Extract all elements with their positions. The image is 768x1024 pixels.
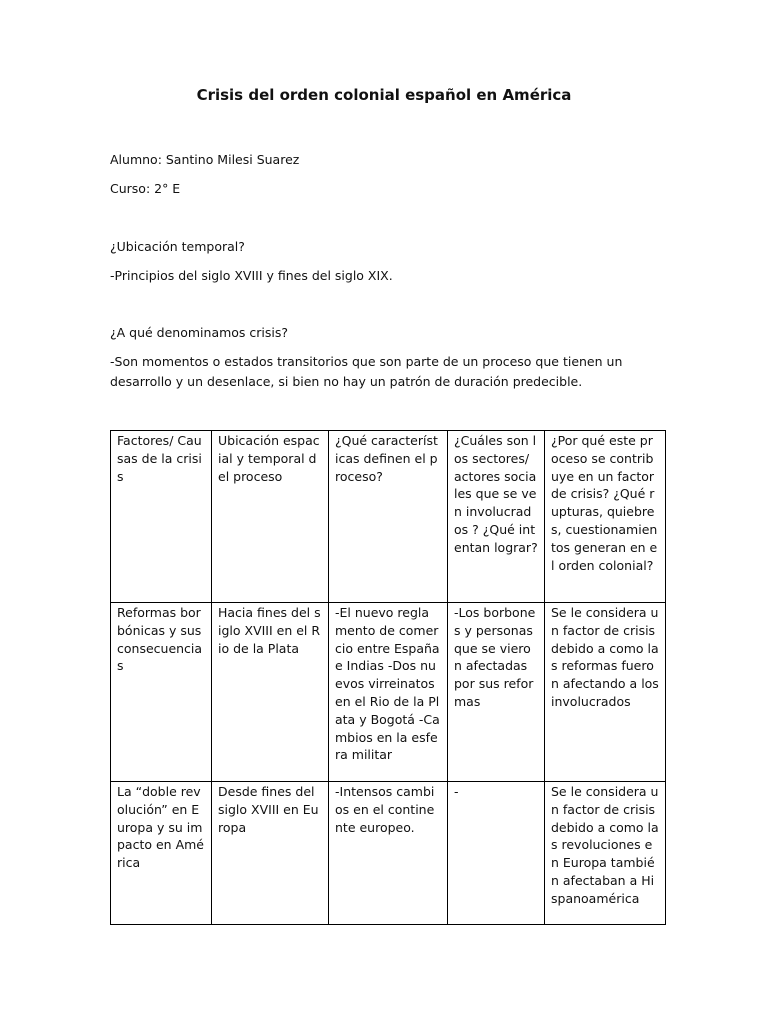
- table-cell: -Los borbones y personas que se vieron afectadas por sus reformas: [448, 603, 545, 782]
- table-cell: La “doble revolución” en Europa y su impacto en América: [111, 782, 212, 925]
- table-cell: Hacia fines del siglo XVIII en el Rio de la Plata: [212, 603, 329, 782]
- table-cell: -El nuevo reglamento de comercio entre España e Indias -Dos nuevos virreinatos en el Rio de la Plata y Bogotá -Cambios en la esfera militar: [329, 603, 448, 782]
- table-cell: Reformas borbónicas y sus consecuencias: [111, 603, 212, 782]
- document-title: Crisis del orden colonial español en América: [196, 86, 572, 104]
- answer-crisis-definition: -Son momentos o estados transitorios que son parte de un proceso que tienen un desarrollo y un desenlace, si bien no hay un patrón de duración predecible.: [110, 354, 623, 389]
- table-header-row: [111, 431, 666, 603]
- header-cell: ¿Cuáles son los sectores/ actores sociales que se ven involucrados ? ¿Qué intentan lograr?: [448, 431, 545, 603]
- table-cell: Se le considera un factor de crisis debido a como las revoluciones en Europa también afectaban a Hispanoamérica: [545, 782, 666, 925]
- table-row: [111, 782, 666, 925]
- course-label: Curso: 2° E: [110, 181, 181, 196]
- header-cell: Factores/ Causas de la crisis: [111, 431, 212, 603]
- question-temporal-location: ¿Ubicación temporal?: [110, 239, 245, 254]
- header-cell: ¿Por qué este proceso se contribuye en un factor de crisis? ¿Qué rupturas, quiebres, cuestionamientos generan en el orden colonial?: [545, 431, 666, 603]
- table-row: [111, 603, 666, 782]
- header-cell: ¿Qué características definen el proceso?: [329, 431, 448, 603]
- table-cell: Desde fines del siglo XVIII en Europa: [212, 782, 329, 925]
- header-cell: Ubicación espacial y temporal del proceso: [212, 431, 329, 603]
- table-cell: -: [448, 782, 545, 925]
- table-cell: Se le considera un factor de crisis debido a como las reformas fueron afectando a los involucrados: [545, 603, 666, 782]
- table-cell: -Intensos cambios en el continente europeo.: [329, 782, 448, 925]
- answer-temporal-location: -Principios del siglo XVIII y fines del siglo XIX.: [110, 268, 393, 283]
- crisis-factors-table: [110, 430, 666, 925]
- question-crisis-definition: ¿A qué denominamos crisis?: [110, 325, 289, 340]
- student-name: Alumno: Santino Milesi Suarez: [110, 152, 300, 167]
